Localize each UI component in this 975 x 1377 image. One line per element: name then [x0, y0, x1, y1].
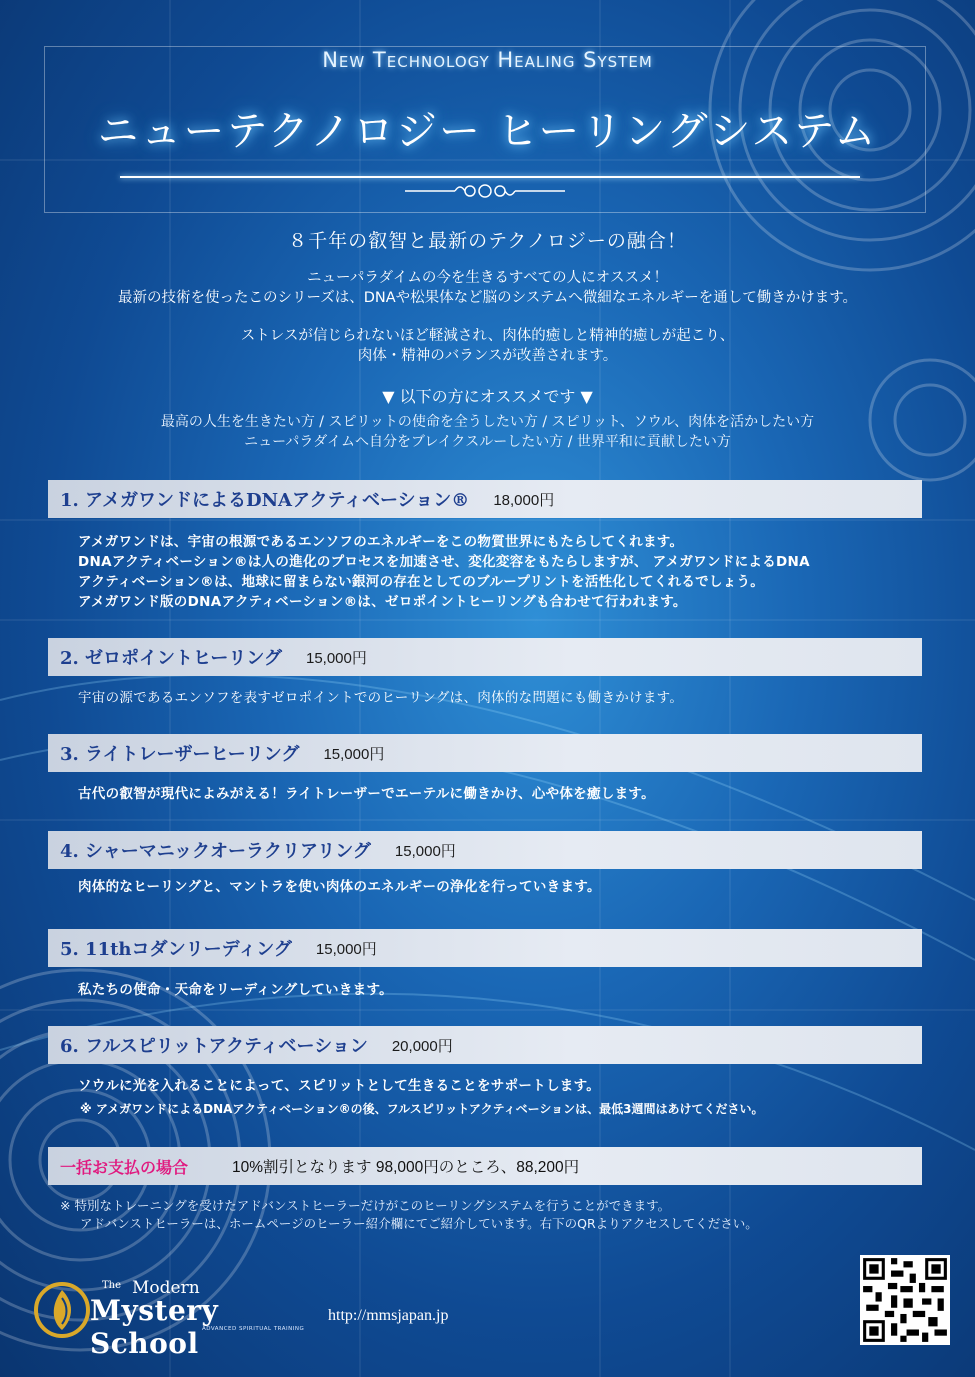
bulk-payment-bar [48, 1147, 922, 1185]
recommend-line: ニューパラダイムへ自分をブレイクスルーしたい方 / 世界平和に貢献したい方 [244, 434, 731, 450]
service-title: 5. 11thコダンリーディング [60, 939, 292, 960]
logo-tagline: ADVANCED SPIRITUAL TRAINING [202, 1326, 305, 1332]
description-line: アクティベーション®は、地球に留まらない銀河の存在としてのブループリントを活性化してくれるでしょう。 [78, 574, 765, 590]
logo-emblem-icon [34, 1282, 90, 1338]
recommend-line: 最高の人生を生きたい方 / スピリットの使命を全うしたい方 / スピリット、ソウル、肉体を活かしたい方 [160, 414, 815, 430]
description-line: アメガワンドは、宇宙の根源であるエンソフのエネルギーをこの物質世界にもたらしてくれます。 [78, 534, 684, 550]
description-line: 私たちの使命・天命をリーディングしていきます。 [78, 982, 393, 998]
title-divider [120, 176, 860, 178]
service-price: 15,000円 [323, 745, 385, 763]
intro-paragraph-1 [0, 268, 975, 308]
logo-modern: Modern [132, 1278, 200, 1298]
footnote-line: ※ 特別なトレーニングを受けたアドバンストヒーラーだけがこのヒーリングシステムを行うことができます。 [60, 1198, 671, 1213]
footnote-line: アドバンストヒーラーは、ホームページのヒーラー紹介欄にてご紹介しています。右下のQRよりアクセスしてください。 [80, 1216, 758, 1231]
service-price: 15,000円 [394, 842, 456, 860]
service-price: 15,000円 [305, 649, 367, 667]
description-line: DNAアクティベーション®は人の進化のプロセスを加速させ、変化変容をもたらしますが、 アメガワンドによるDNA [78, 554, 810, 570]
description-line: アメガワンド版のDNAアクティベーション®は、ゼロポイントヒーリングも合わせて行われます。 [78, 594, 687, 610]
service-title: 2. ゼロポイントヒーリング [60, 648, 282, 669]
page-title: ニューテクノロジー ヒーリングシステム [97, 107, 878, 155]
description-line: 肉体的なヒーリングと、マントラを使い肉体のエネルギーの浄化を行っていきます。 [78, 879, 601, 895]
service-bar-6 [48, 1026, 922, 1064]
bulk-payment-label: 一括お支払の場合 [60, 1157, 189, 1177]
service-description-2 [78, 688, 948, 708]
service-description-3 [78, 784, 948, 804]
intro-line: 肉体・精神のバランスが改善されます。 [357, 348, 618, 364]
intro-line: 最新の技術を使ったこのシリーズは、DNAや松果体など脳のシステムへ微細なエネルギーを通して働きかけます。 [117, 290, 858, 306]
service-description-6 [78, 1076, 948, 1096]
footnote [60, 1197, 758, 1233]
service-bar-1 [48, 480, 922, 518]
logo-the: The [102, 1280, 122, 1291]
service-note: ※ アメガワンドによるDNAアクティベーション®の後、フルスピリットアクティベーションは、最低3週間はあけてください。 [80, 1102, 764, 1116]
intro-line: ニューパラダイムの今を生きるすべての人にオススメ！ [307, 270, 668, 286]
intro-paragraph-2 [0, 326, 975, 366]
logo-name: Mystery School [90, 1294, 219, 1360]
service-price: 15,000円 [315, 940, 377, 958]
recommend-list [0, 412, 975, 452]
ornament-icon [400, 180, 570, 202]
service-price: 18,000円 [493, 491, 555, 509]
website-link[interactable]: http://mmsjapan.jp [328, 1307, 449, 1324]
catchphrase: ８千年の叡智と最新のテクノロジーの融合！ [288, 230, 687, 252]
service-title: 1. アメガワンドによるDNAアクティベーション® [60, 490, 470, 511]
service-description-4 [78, 877, 948, 897]
service-title: 3. ライトレーザーヒーリング [60, 744, 300, 765]
service-bar-4 [48, 831, 922, 869]
service-title: 4. シャーマニックオーラクリアリング [60, 841, 371, 862]
bulk-payment-text: 10%割引となります 98,000円のところ、88,200円 [232, 1159, 580, 1176]
service-bar-3 [48, 734, 922, 772]
school-logo [34, 1278, 334, 1360]
qr-code-icon[interactable] [860, 1255, 950, 1345]
description-line: ソウルに光を入れることによって、スピリットとして生きることをサポートします。 [78, 1078, 601, 1094]
service-bar-5 [48, 929, 922, 967]
service-price: 20,000円 [391, 1037, 453, 1055]
service-description-5 [78, 980, 948, 1000]
recommend-heading: ▼ 以下の方にオススメです ▼ [382, 387, 593, 406]
description-line: 宇宙の源であるエンソフを表すゼロポイントでのヒーリングは、肉体的な問題にも働きかけます。 [78, 690, 684, 706]
description-line: 古代の叡智が現代によみがえる！ライトレーザーでエーテルに働きかけ、心や体を癒します。 [78, 786, 655, 802]
english-subtitle: New Technology Healing System [322, 48, 653, 72]
service-title: 6. フルスピリットアクティベーション [60, 1036, 368, 1057]
intro-line: ストレスが信じられないほど軽減され、肉体的癒しと精神的癒しが起こり、 [240, 328, 735, 344]
service-description-1 [78, 532, 948, 612]
service-bar-2 [48, 638, 922, 676]
